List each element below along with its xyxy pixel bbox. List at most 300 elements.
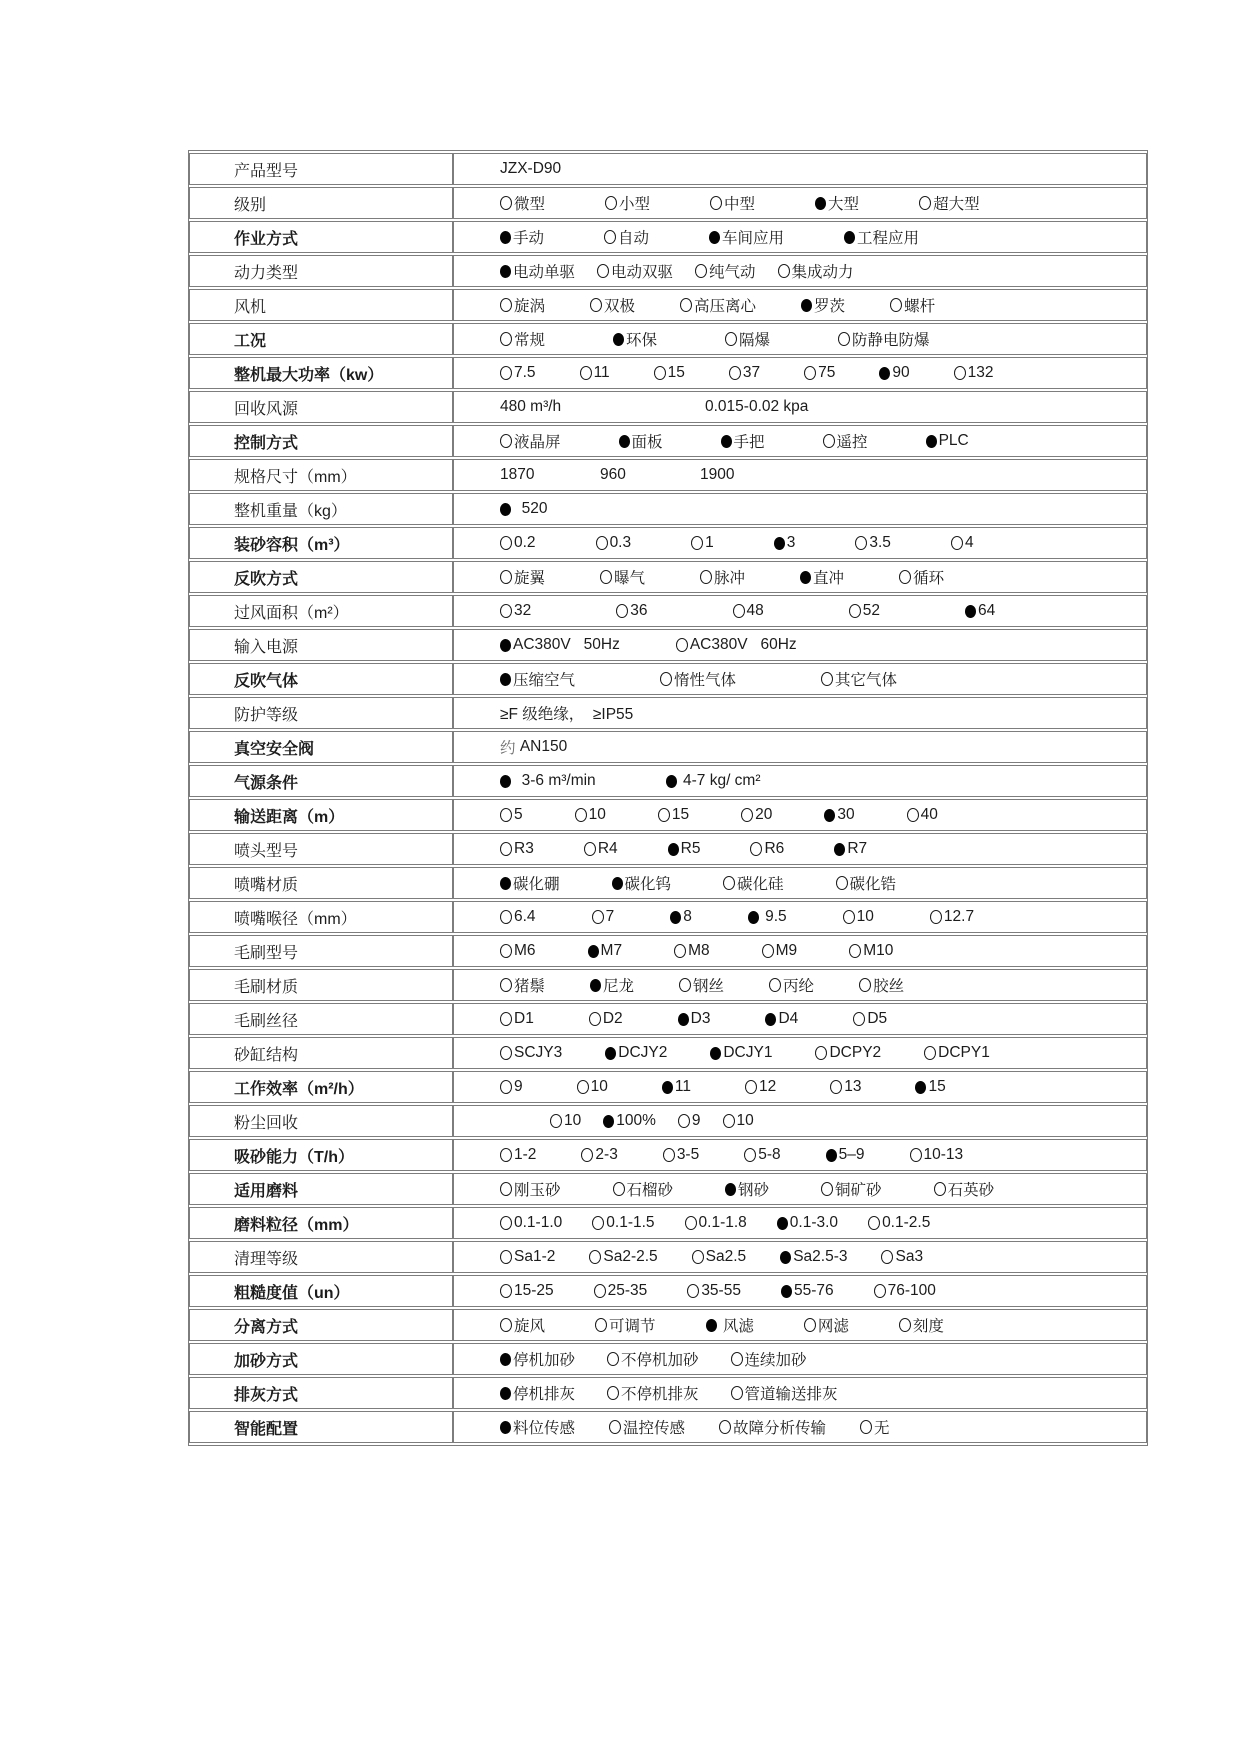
radio-unselected-icon [899, 570, 911, 584]
option-label: 隔爆 [739, 332, 771, 349]
option [663, 1146, 699, 1164]
radio-unselected-icon [607, 1352, 619, 1366]
radio-selected-icon [662, 1081, 673, 1094]
radio-unselected-icon [951, 536, 963, 550]
spec-value [453, 663, 1147, 695]
option [500, 974, 545, 996]
spec-label: 吸砂能力（T/h） [189, 1139, 453, 1171]
option [733, 602, 764, 620]
option-label: 猪鬃 [514, 978, 546, 995]
option [781, 1282, 834, 1300]
radio-unselected-icon [660, 672, 672, 686]
option-label: 其它气体 [835, 672, 898, 689]
option-label: 曝气 [614, 570, 646, 587]
spec-label: 智能配置 [189, 1411, 453, 1443]
option [550, 1112, 581, 1130]
radio-selected-icon [590, 979, 601, 992]
radio-unselected-icon [500, 910, 512, 924]
spec-value [453, 1037, 1147, 1069]
radio-unselected-icon [692, 1250, 704, 1264]
option-label: 4-7 kg/ cm² [678, 772, 761, 789]
radio-selected-icon [500, 265, 511, 278]
option-label: 面板 [631, 434, 663, 451]
radio-unselected-icon [575, 808, 587, 822]
spec-row [189, 1105, 1147, 1137]
option-label: 可调节 [609, 1318, 656, 1335]
option-label: R6 [764, 840, 785, 857]
radio-unselected-icon [890, 298, 902, 312]
radio-selected-icon [500, 1353, 511, 1366]
option-label: 防静电防爆 [852, 332, 930, 349]
option [855, 534, 891, 552]
radio-unselected-icon [592, 1216, 604, 1230]
radio-unselected-icon [700, 570, 712, 584]
radio-unselected-icon [500, 1250, 512, 1264]
option [577, 1078, 608, 1096]
spec-label: 过风面积（m²） [189, 595, 453, 627]
option-label: 0.1-1.8 [698, 1214, 747, 1231]
spec-value [453, 697, 1147, 729]
radio-unselected-icon [680, 298, 692, 312]
spec-row [189, 221, 1147, 253]
radio-unselected-icon [500, 196, 512, 210]
spec-row [189, 595, 1147, 627]
radio-selected-icon [774, 537, 785, 550]
radio-selected-icon [619, 435, 630, 448]
option-label: 20 [755, 806, 773, 823]
option-label: 网滤 [817, 1318, 849, 1335]
option-label: 双极 [604, 298, 636, 315]
radio-unselected-icon [500, 978, 512, 992]
radio-unselected-icon [654, 366, 666, 380]
spec-label: 反吹方式 [189, 561, 453, 593]
option-label: 温控传感 [623, 1420, 686, 1437]
option [607, 1382, 699, 1404]
option-label: 0.2 [514, 534, 536, 551]
option [725, 1178, 769, 1200]
radio-unselected-icon [723, 876, 735, 890]
radio-selected-icon [706, 1319, 717, 1332]
option-label: M6 [514, 942, 536, 959]
option [745, 1078, 776, 1096]
option [596, 534, 632, 552]
radio-unselected-icon [592, 910, 604, 924]
option [685, 1214, 747, 1232]
spec-label: 排灰方式 [189, 1377, 453, 1409]
option-label: 刻度 [912, 1318, 944, 1335]
option-label: Sa2.5 [705, 1248, 747, 1265]
radio-unselected-icon [679, 978, 691, 992]
option [613, 328, 657, 350]
option-label: 10-13 [923, 1146, 964, 1163]
spec-value [453, 629, 1147, 661]
option-label: 旋风 [514, 1318, 546, 1335]
option [500, 636, 620, 654]
option-label: 连续加砂 [744, 1352, 807, 1369]
spec-row [189, 1173, 1147, 1205]
option-label: 15 [671, 806, 690, 823]
option-label: 电动双驱 [611, 264, 674, 281]
option [613, 1178, 674, 1200]
spec-label: 反吹气体 [189, 663, 453, 695]
option-label: 刚玉砂 [514, 1182, 561, 1199]
radio-selected-icon [500, 1387, 511, 1400]
spec-row [189, 731, 1147, 763]
option-label: R5 [680, 840, 701, 857]
radio-selected-icon [605, 1047, 616, 1060]
option [919, 192, 980, 214]
radio-unselected-icon [729, 366, 741, 380]
option [500, 226, 544, 248]
spec-row [189, 833, 1147, 865]
option [741, 806, 772, 824]
spec-label: 分离方式 [189, 1309, 453, 1341]
option [605, 1044, 667, 1062]
radio-unselected-icon [919, 196, 931, 210]
radio-unselected-icon [577, 1080, 589, 1094]
radio-unselected-icon [899, 1318, 911, 1332]
option [662, 1078, 691, 1096]
radio-unselected-icon [741, 808, 753, 822]
radio-unselected-icon [500, 1318, 512, 1332]
option [899, 566, 944, 588]
radio-selected-icon [800, 571, 811, 584]
option-label: 液晶屏 [514, 434, 561, 451]
spec-row [189, 969, 1147, 1001]
spec-value [453, 765, 1147, 797]
spec-row [189, 153, 1147, 185]
radio-unselected-icon [778, 264, 790, 278]
option [589, 1010, 623, 1028]
option-label: 25-35 [607, 1282, 648, 1299]
option-label: 碳化锆 [849, 876, 897, 893]
spec-row [189, 459, 1147, 491]
radio-unselected-icon [731, 1386, 743, 1400]
radio-unselected-icon [853, 1012, 865, 1026]
option [500, 668, 575, 690]
option [924, 1044, 990, 1062]
spec-row [189, 663, 1147, 695]
spec-row [189, 425, 1147, 457]
option-label: 64 [978, 602, 996, 619]
option [588, 942, 623, 960]
option [590, 294, 635, 316]
radio-unselected-icon [731, 1352, 743, 1366]
option [719, 1416, 826, 1438]
radio-unselected-icon [500, 1046, 512, 1060]
spec-value [453, 1241, 1147, 1273]
option [853, 1010, 887, 1028]
spec-value [453, 1105, 1147, 1137]
spec-label: 气源条件 [189, 765, 453, 797]
spec-row [189, 1343, 1147, 1375]
option-label: 9 [691, 1112, 701, 1129]
option-label: M7 [600, 942, 623, 959]
option [678, 1112, 701, 1130]
spec-row [189, 1309, 1147, 1341]
option [834, 840, 867, 858]
option [581, 1146, 617, 1164]
spec-value [453, 901, 1147, 933]
radio-selected-icon [668, 843, 679, 856]
option-label: 132 [967, 364, 994, 381]
spec-value [453, 969, 1147, 1001]
radio-unselected-icon [910, 1148, 922, 1162]
option [890, 294, 935, 316]
radio-unselected-icon [616, 604, 628, 618]
option-label: 0.1-2.5 [882, 1214, 931, 1231]
spec-label: 输入电源 [189, 629, 453, 661]
option-label: Sa2.5-3 [793, 1248, 848, 1265]
radio-unselected-icon [589, 1012, 601, 1026]
radio-unselected-icon [500, 604, 512, 618]
value-text: 约 [500, 740, 520, 757]
option [500, 192, 545, 214]
radio-unselected-icon [769, 978, 781, 992]
radio-unselected-icon [733, 604, 745, 618]
option-label: 9.5 [760, 908, 787, 925]
option [666, 772, 761, 790]
option [500, 260, 575, 282]
spec-value [453, 935, 1147, 967]
radio-unselected-icon [589, 1250, 601, 1264]
radio-selected-icon [826, 1149, 837, 1162]
option [500, 430, 561, 452]
option-label: M10 [863, 942, 894, 959]
radio-selected-icon [500, 775, 511, 788]
option-label: 37 [742, 364, 761, 381]
option [910, 1146, 964, 1164]
option-label: 15 [928, 1078, 946, 1095]
option [849, 602, 880, 620]
option [844, 226, 919, 248]
option-label: 0.1-1.0 [514, 1214, 563, 1231]
radio-unselected-icon [500, 1080, 512, 1094]
option [500, 500, 547, 518]
option [500, 806, 523, 824]
option [830, 1078, 861, 1096]
value-text: JZX-D90 [500, 160, 562, 177]
radio-unselected-icon [676, 638, 688, 652]
option-label: 10 [564, 1112, 582, 1129]
option [709, 226, 784, 248]
radio-unselected-icon [849, 604, 861, 618]
radio-unselected-icon [674, 944, 686, 958]
spec-value [453, 731, 1147, 763]
radio-unselected-icon [934, 1182, 946, 1196]
radio-selected-icon [721, 435, 732, 448]
radio-selected-icon [500, 231, 511, 244]
option [725, 328, 770, 350]
option-label: 旋涡 [514, 298, 546, 315]
option [603, 1112, 656, 1130]
spec-table-body [189, 153, 1147, 1443]
option-label: 不停机排灰 [621, 1386, 699, 1403]
option [765, 1010, 798, 1028]
option-label: 料位传感 [513, 1420, 576, 1437]
option [500, 908, 536, 926]
spec-label: 整机重量（kg） [189, 493, 453, 525]
spec-value [453, 323, 1147, 355]
option-label: 10 [736, 1112, 754, 1129]
option [777, 1214, 838, 1232]
spec-row [189, 289, 1147, 321]
spec-row [189, 799, 1147, 831]
option [836, 872, 897, 894]
spec-value [453, 493, 1147, 525]
spec-label: 喷嘴材质 [189, 867, 453, 899]
radio-unselected-icon [500, 332, 512, 346]
option [691, 534, 714, 552]
option-label: 纯气动 [709, 264, 756, 281]
option [804, 364, 835, 382]
option-label: D4 [778, 1010, 799, 1027]
option-label: 丙纶 [783, 978, 815, 995]
option-label: 8 [683, 908, 692, 925]
option [762, 942, 798, 960]
option [692, 1248, 747, 1266]
option-label: 小型 [619, 196, 651, 213]
radio-selected-icon [926, 435, 937, 448]
spec-label: 防护等级 [189, 697, 453, 729]
option [774, 534, 796, 552]
option-label: 11 [674, 1078, 691, 1095]
spec-row [189, 1275, 1147, 1307]
spec-label: 产品型号 [189, 153, 453, 185]
option-label: 碳化硼 [513, 876, 560, 893]
spec-value [453, 799, 1147, 831]
radio-selected-icon [781, 1285, 792, 1298]
option-label: 不停机加砂 [621, 1352, 699, 1369]
option-label: 5 [514, 806, 523, 823]
radio-selected-icon [879, 367, 890, 380]
radio-unselected-icon [607, 1386, 619, 1400]
spec-label: 装砂容积（m³） [189, 527, 453, 559]
option-label: Sa3 [895, 1248, 924, 1265]
option-label: 无 [874, 1420, 890, 1437]
radio-unselected-icon [590, 298, 602, 312]
spec-label: 毛刷型号 [189, 935, 453, 967]
spec-value [453, 1377, 1147, 1409]
option-label: 10 [590, 1078, 608, 1095]
radio-unselected-icon [663, 1148, 675, 1162]
option [934, 1178, 995, 1200]
value-text: 960 [600, 466, 626, 483]
spec-value [453, 1003, 1147, 1035]
option [592, 1214, 654, 1232]
option-label: 48 [746, 602, 764, 619]
option [500, 294, 545, 316]
spec-value [453, 1275, 1147, 1307]
option-label: 脉冲 [714, 570, 746, 587]
spec-row [189, 255, 1147, 287]
option-label: 碳化钨 [624, 876, 672, 893]
radio-selected-icon [780, 1251, 791, 1264]
option-label: R3 [514, 840, 534, 857]
radio-unselected-icon [924, 1046, 936, 1060]
option [580, 364, 610, 382]
option-label: 螺杆 [904, 298, 936, 315]
radio-selected-icon [824, 809, 835, 822]
spec-value [453, 1309, 1147, 1341]
radio-unselected-icon [836, 876, 848, 890]
spec-label: 控制方式 [189, 425, 453, 457]
spec-row [189, 187, 1147, 219]
option-label: M9 [775, 942, 798, 959]
option-label: 石榴砂 [626, 1182, 674, 1199]
option-label: 90 [892, 364, 910, 381]
spec-row [189, 1071, 1147, 1103]
radio-selected-icon [500, 639, 511, 652]
option [748, 908, 787, 926]
radio-unselected-icon [843, 910, 855, 924]
option-label: M8 [688, 942, 710, 959]
option-label: 集成动力 [791, 264, 854, 281]
option-label: 2-3 [595, 1146, 618, 1163]
option-label: 12 [758, 1078, 777, 1095]
option [723, 872, 784, 894]
spec-label: 清理等级 [189, 1241, 453, 1273]
radio-unselected-icon [678, 1114, 690, 1128]
spec-row [189, 867, 1147, 899]
spec-label: 毛刷丝径 [189, 1003, 453, 1035]
radio-selected-icon [815, 197, 826, 210]
spec-value [453, 1139, 1147, 1171]
radio-unselected-icon [874, 1284, 886, 1298]
radio-unselected-icon [594, 1284, 606, 1298]
option-label: 10 [588, 806, 606, 823]
option [607, 1348, 699, 1370]
spec-label: 作业方式 [189, 221, 453, 253]
spec-label: 动力类型 [189, 255, 453, 287]
radio-selected-icon [500, 503, 511, 516]
option-label: DCPY1 [938, 1044, 990, 1061]
option [721, 430, 765, 452]
value-text: 1900 [700, 466, 735, 483]
radio-unselected-icon [500, 434, 512, 448]
radio-unselected-icon [860, 1420, 872, 1434]
spec-row [189, 1207, 1147, 1239]
radio-unselected-icon [550, 1114, 562, 1128]
spec-row [189, 1411, 1147, 1443]
option [729, 364, 760, 382]
option-label: 4 [964, 534, 974, 551]
value-text: ≥F 级绝缘， ≥IP55 [500, 706, 634, 723]
spec-row [189, 561, 1147, 593]
option-label: R4 [597, 840, 618, 857]
option-label: 11 [593, 364, 610, 381]
option-label: 12.7 [943, 908, 975, 925]
option-label: 3-5 [676, 1146, 700, 1163]
option [500, 840, 534, 858]
option-label: 常规 [514, 332, 546, 349]
radio-unselected-icon [815, 1046, 827, 1060]
option [769, 974, 814, 996]
option [500, 772, 596, 790]
option-label: Sa1-2 [514, 1248, 556, 1265]
option [879, 364, 909, 382]
option [676, 636, 797, 654]
option [821, 1178, 882, 1200]
option [800, 566, 844, 588]
value-text: 480 m³/h [500, 398, 562, 415]
option [899, 1314, 944, 1336]
radio-unselected-icon [605, 196, 617, 210]
radio-unselected-icon [954, 366, 966, 380]
option [859, 974, 904, 996]
radio-unselected-icon [500, 842, 512, 856]
option-label: 风滤 [718, 1318, 754, 1335]
